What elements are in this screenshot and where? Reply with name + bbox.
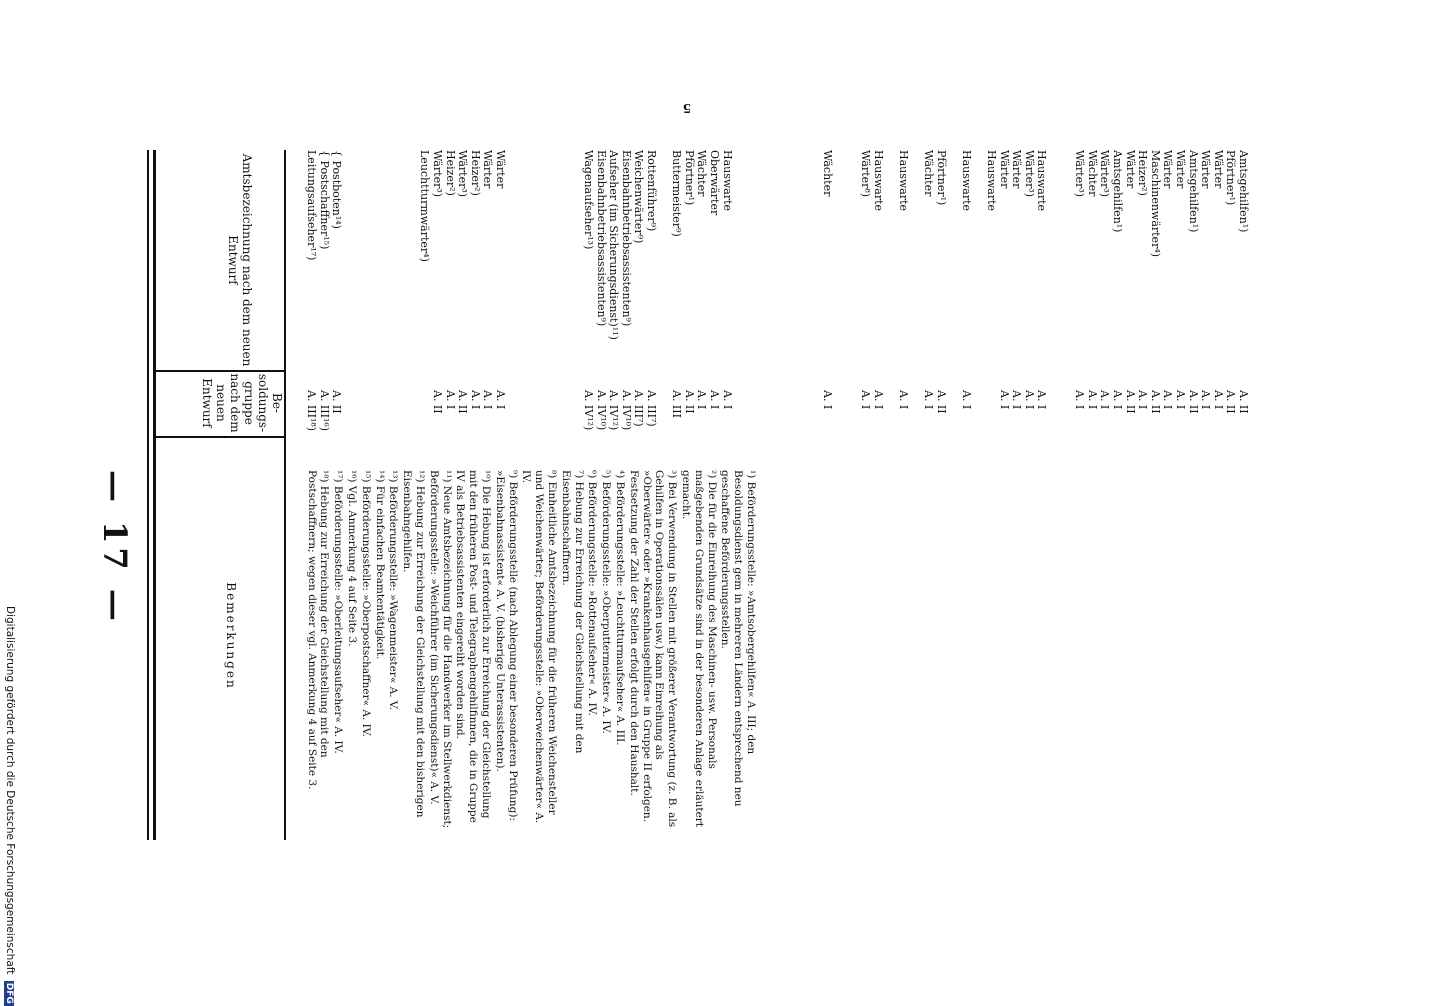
amtsbezeichnung-row <box>519 150 532 390</box>
besoldungsgruppe-row: A. I <box>1161 390 1175 410</box>
besoldungsgruppe-row <box>519 390 532 470</box>
amtsbezeichnung-row: Eisenbahnbetriebsassistenten⁹) <box>619 150 633 327</box>
amtsbezeichnung-row: Wärter³) <box>431 150 444 198</box>
besoldungsgruppe-row: A. I <box>720 390 734 410</box>
bemerkung-note: ¹¹) Neue Amtsbezeichnung für die Handwerker im Stellwerkdienst; Beförderungsstelle: »Weichführer (im Sicherungsdienst)« A. V. <box>427 470 453 829</box>
besoldungsgruppe-row: A. II <box>431 390 444 414</box>
amtsbezeichnung-row: Amtsgehilfen¹) <box>1237 150 1250 233</box>
header-besoldungsgruppe: Be- soldungs- gruppe nach dem neuen Entwurf <box>200 373 284 433</box>
besoldungsgruppe-row <box>808 390 821 470</box>
amtsbezeichnung-row <box>657 150 670 390</box>
amtsbezeichnung-row <box>733 150 746 390</box>
besoldungsgruppe-row: A. II <box>1224 390 1238 414</box>
amtsbezeichnung-row: Oberwärter <box>708 150 722 216</box>
besoldungsgruppe-row <box>544 390 557 470</box>
amtsbezeichnung-row <box>783 150 796 390</box>
bemerkung-note: ¹⁶) Vgl. Anmerkung 4 auf Seite 3. <box>346 470 359 647</box>
amtsbezeichnung-row: Pförtner¹) <box>682 150 696 206</box>
amtsbezeichnung-row: Leitungsaufseher¹⁷) <box>305 150 319 261</box>
besoldungsgruppe-row: A. I <box>997 390 1011 410</box>
amtsbezeichnung-row: Wächter <box>821 150 835 197</box>
besoldungsgruppe-row: A. I <box>1199 390 1213 410</box>
amtsbezeichnung-row: { Postschaffner¹⁵) <box>317 150 331 250</box>
besoldungsgruppe-row: A. I <box>871 390 885 410</box>
amtsbezeichnung-row <box>506 150 519 390</box>
besoldungsgruppe-row <box>745 390 758 470</box>
besoldungsgruppe-row: A. I <box>1085 390 1099 410</box>
amtsbezeichnung-row: Hauswarte <box>871 150 885 212</box>
amtsbezeichnung-row <box>367 150 380 390</box>
besoldungsgruppe-row: A. IV¹²) <box>607 390 621 431</box>
besoldungsgruppe-row <box>405 390 418 470</box>
amtsbezeichnung-row: Wärter <box>1199 150 1213 189</box>
besoldungsgruppe-row <box>355 390 368 470</box>
amtsbezeichnung-row <box>972 150 985 390</box>
besoldungsgruppe-row <box>506 390 519 470</box>
amtsbezeichnung-row <box>355 150 368 390</box>
amtsbezeichnung-row: Wärter³) <box>1022 150 1036 198</box>
besoldungsgruppe-row: A. III⁷) <box>632 390 646 427</box>
amtsbezeichnung-row: Wärter³) <box>1098 150 1112 198</box>
besoldungsgruppe-row <box>342 390 355 470</box>
amtsbezeichnung-row: Leuchtturmwärter⁴) <box>418 150 432 262</box>
credit-text: Digitalisierung gefördert durch die Deutsche Forschungsgemeinschaft <box>4 606 16 975</box>
amtsbezeichnung-row: Pförtner¹) <box>934 150 948 206</box>
besoldungsgruppe-row: A. I <box>1211 390 1225 410</box>
besoldungsgruppe-row <box>846 390 859 470</box>
amtsbezeichnung-row: Hauswarte <box>985 150 999 212</box>
amtsbezeichnung-row <box>393 150 406 390</box>
dfg-logo: DFG <box>4 982 14 1004</box>
besoldungsgruppe-row: A. I <box>1073 390 1087 410</box>
header-bemerkungen: Bemerkungen <box>224 582 238 690</box>
besoldungsgruppe-row <box>657 390 670 470</box>
amtsbezeichnung-row: Heizer²) <box>1136 150 1150 196</box>
amtsbezeichnung-row: Wärter⁸) <box>859 150 873 198</box>
amtsbezeichnung-column <box>304 150 1249 390</box>
amtsbezeichnung-row: Wärter³) <box>1073 150 1087 198</box>
besoldungsgruppe-row: A. I <box>695 390 709 410</box>
header-rule-outer <box>153 150 156 840</box>
page-number: — 17 — <box>96 470 134 625</box>
besoldungsgruppe-row: A. I <box>443 390 457 410</box>
besoldungsgruppe-row: A. I <box>1035 390 1049 410</box>
besoldungsgruppe-row: A. II <box>682 390 696 414</box>
amtsbezeichnung-row <box>745 150 758 390</box>
besoldungsgruppe-row: A. II <box>1186 390 1200 414</box>
amtsbezeichnung-row: Rottenführer⁹) <box>645 150 659 232</box>
amtsbezeichnung-row: Pförtner¹) <box>1224 150 1238 206</box>
besoldungsgruppe-row: A. IV¹⁰) <box>619 390 633 431</box>
amtsbezeichnung-row <box>909 150 922 390</box>
amtsbezeichnung-row: Maschinenwärter⁴) <box>1148 150 1162 258</box>
besoldungsgruppe-row: A. I <box>1022 390 1036 410</box>
amtsbezeichnung-row: { Postboten¹⁴) <box>330 150 344 229</box>
amtsbezeichnung-row: Buttermeister⁹) <box>670 150 684 237</box>
amtsbezeichnung-row: Wächter <box>695 150 709 197</box>
bemerkung-note: ⁵) Beförderungsstelle: »Oberputtermeister« A. IV. <box>600 470 613 734</box>
besoldungsgruppe-row: A. IV¹²) <box>582 390 596 431</box>
amtsbezeichnung-row: Aufseher (im Sicherungsdienst)¹¹) <box>607 150 621 340</box>
besoldungsgruppe-row: A. I <box>1010 390 1024 410</box>
besoldungsgruppe-row <box>833 390 846 470</box>
besoldungsgruppe-row: A. I <box>859 390 873 410</box>
amtsbezeichnung-row: Wärter <box>493 150 507 189</box>
besoldungsgruppe-row <box>380 390 393 470</box>
amtsbezeichnung-row: Wärter <box>1211 150 1225 189</box>
besoldungsgruppe-row <box>418 390 431 470</box>
besoldungsgruppe-row <box>758 390 771 470</box>
besoldungsgruppe-row <box>393 390 406 470</box>
besoldungsgruppe-row <box>569 390 582 470</box>
bemerkung-note: ¹³) Beförderungsstelle: »Wagenmeister« A. V. <box>387 470 400 710</box>
amtsbezeichnung-row <box>380 150 393 390</box>
amtsbezeichnung-row <box>796 150 809 390</box>
amtsbezeichnung-row <box>1048 150 1061 390</box>
header-amtsbezeichnung: Amtsbezeichnung nach dem neuen Entwurf <box>226 153 254 367</box>
besoldungsgruppe-row <box>985 390 998 470</box>
amtsbezeichnung-row <box>947 150 960 390</box>
besoldungsgruppe-row: A. II <box>934 390 948 414</box>
column-divider-2 <box>154 436 284 438</box>
amtsbezeichnung-row: Wärter <box>1161 150 1175 189</box>
amtsbezeichnung-row <box>884 150 897 390</box>
amtsbezeichnung-row <box>531 150 544 390</box>
besoldungsgruppe-row: A. IV¹⁰) <box>594 390 608 431</box>
besoldungsgruppe-row: A. II <box>1148 390 1162 414</box>
header-rule-inner <box>147 150 149 840</box>
bemerkung-note: ¹⁴) Für einfachen Beamtentätigkeit. <box>373 470 386 660</box>
besoldungsgruppe-row <box>733 390 746 470</box>
besoldungsgruppe-row <box>884 390 897 470</box>
amtsbezeichnung-row: Hauswarte <box>720 150 734 212</box>
amtsbezeichnung-row: Weichenwärter⁹) <box>632 150 646 244</box>
besoldungsgruppe-row: A. III¹⁸) <box>305 390 319 432</box>
bemerkung-note: ¹²) Hebung zur Erreichung der Gleichstellung mit den bisherigen Eisenbahngehilfen. <box>401 470 427 818</box>
amtsbezeichnung-row: Wächter <box>1085 150 1099 197</box>
besoldungsgruppe-row: A. I <box>1174 390 1188 410</box>
bemerkung-note: ¹) Beförderungsstelle: »Amtsobergehilfen« A. III; den Besoldungsdienst gem in mehreren Ländern entsprechend neu geschaffene Beförderungsstellen. <box>719 470 757 807</box>
amtsbezeichnung-row: Hauswarte <box>896 150 910 212</box>
bemerkung-note: ³) Bei Verwendung in Stellen mit größerer Verantwortung (z. B. als Gehilfen in Operationssälen usw.) kann Einreihung als »Oberwärter« oder »Krankenhausgehilfen« in Gruppe II erfolgen. Festsetzung der Zahl der Stellen erfolgt durch den Haushalt. <box>627 470 679 828</box>
amtsbezeichnung-row <box>846 150 859 390</box>
besoldungsgruppe-row <box>556 390 569 470</box>
besoldungsgruppe-row: A. I <box>708 390 722 410</box>
besoldungsgruppe-row: A. I <box>922 390 936 410</box>
amtsbezeichnung-row: Eisenbahnbetriebsassistenten⁹) <box>594 150 608 327</box>
amtsbezeichnung-row <box>1060 150 1073 390</box>
besoldungsgruppe-row: A. I <box>468 390 482 410</box>
besoldungsgruppe-row: A. III¹⁶) <box>317 390 331 432</box>
besoldungsgruppe-row <box>796 390 809 470</box>
besoldungsgruppe-row <box>770 390 783 470</box>
amtsbezeichnung-row <box>808 150 821 390</box>
besoldungsgruppe-row: A. II <box>456 390 470 414</box>
besoldungsgruppe-row <box>367 390 380 470</box>
amtsbezeichnung-row: Wärter <box>1174 150 1188 189</box>
besoldungsgruppe-row: A. II <box>1123 390 1137 414</box>
bemerkung-note: ¹⁰) Die Hebung ist erforderlich zur Erreichung der Gleichstellung mit den früheren Post- und Telegraphengehilfinnen, die in Gruppe IV als Betriebsassistenten eingereiht worden sind. <box>454 470 493 823</box>
besoldungsgruppe-row: A. I <box>481 390 495 410</box>
bemerkung-note: ⁷) Hebung zur Erreichung der Gleichstellung mit den Eisenbahnschaffnern. <box>559 470 585 754</box>
besoldungsgruppe-row: A. III⁷) <box>645 390 659 427</box>
besoldungsgruppe-row: A. II <box>1237 390 1250 414</box>
bemerkungen-column <box>304 470 757 830</box>
signature-mark: 5 <box>682 101 692 116</box>
amtsbezeichnung-row: Wärter <box>997 150 1011 189</box>
amtsbezeichnung-row: Wärter <box>1123 150 1137 189</box>
besoldungsgruppe-row <box>909 390 922 470</box>
bemerkung-note: ⁶) Beförderungsstelle: »Rottenaufseher« A. IV. <box>586 470 599 716</box>
besoldungsgruppe-row <box>531 390 544 470</box>
amtsbezeichnung-row <box>544 150 557 390</box>
besoldungsgruppe-row: A. I <box>1098 390 1112 410</box>
amtsbezeichnung-row: Wärter <box>481 150 495 189</box>
amtsbezeichnung-row: Heizer²) <box>443 150 457 196</box>
besoldungsgruppe-row: A. I <box>1111 390 1125 410</box>
besoldungsgruppe-row <box>947 390 960 470</box>
bemerkung-note: ⁹) Beförderungsstelle (nach Ablegung einer besonderen Prüfung): »Eisenbahnassistent« A. V. (bisherige Unterassistenten). <box>493 470 519 821</box>
amtsbezeichnung-row <box>569 150 582 390</box>
amtsbezeichnung-row <box>758 150 771 390</box>
besoldungsgruppe-column <box>304 390 1249 470</box>
amtsbezeichnung-row <box>405 150 418 390</box>
besoldungsgruppe-row <box>1060 390 1073 470</box>
amtsbezeichnung-row: Wagenaufseher¹³) <box>582 150 596 250</box>
amtsbezeichnung-row: Wärter³) <box>456 150 470 198</box>
bemerkung-note: ⁴) Beförderungsstelle: »Leuchtturmaufseher« A. III. <box>614 470 627 746</box>
amtsbezeichnung-row: Amtsgehilfen¹) <box>1111 150 1125 233</box>
header-rule-top <box>284 150 286 840</box>
amtsbezeichnung-row: Amtsgehilfen¹) <box>1186 150 1200 233</box>
besoldungsgruppe-row: A. I <box>959 390 973 410</box>
besoldungsgruppe-row: A. I <box>493 390 507 410</box>
amtsbezeichnung-row: Wärter <box>1010 150 1024 189</box>
besoldungsgruppe-row: A. I <box>896 390 910 410</box>
besoldungsgruppe-row <box>972 390 985 470</box>
amtsbezeichnung-row <box>556 150 569 390</box>
amtsbezeichnung-row <box>770 150 783 390</box>
amtsbezeichnung-row: Heizer²) <box>468 150 482 196</box>
besoldungsgruppe-row: A. I <box>821 390 835 410</box>
amtsbezeichnung-row <box>342 150 355 390</box>
amtsbezeichnung-row: Hauswarte <box>1035 150 1049 212</box>
amtsbezeichnung-row: Wächter <box>922 150 936 197</box>
besoldungsgruppe-row: A. I <box>1136 390 1150 410</box>
besoldungsgruppe-row: A. III <box>670 390 684 418</box>
besoldungsgruppe-row <box>1048 390 1061 470</box>
amtsbezeichnung-row <box>833 150 846 390</box>
besoldungsgruppe-row <box>783 390 796 470</box>
amtsbezeichnung-row: Hauswarte <box>959 150 973 212</box>
bemerkung-note: ¹⁷) Beförderungsstelle: »Oberleitungsaufseher« A. IV. <box>332 470 345 754</box>
bemerkung-note: ⁸) Einheitliche Amtsbezeichnung für die früheren Weichensteller und Weichenwärter; Beförderungsstelle: »Oberweichenwärter« A. IV. <box>520 470 559 824</box>
bemerkung-note: ²) Die für die Einreihung des Maschinen- usw. Personals maßgebenden Grundsätze sind in der besonderen Anlage erläutert gemacht. <box>680 470 718 828</box>
besoldungsgruppe-row: A. II <box>330 390 344 414</box>
bemerkung-note: ¹⁵) Beförderungsstelle: »Oberpostschaffner« A. IV. <box>359 470 372 737</box>
bemerkung-note: ¹⁸) Hebung zur Erreichung der Gleichstellung mit den Postschaffnern; wegen dieser vgl. Anmerkung 4 auf Seite 3. <box>305 470 331 790</box>
